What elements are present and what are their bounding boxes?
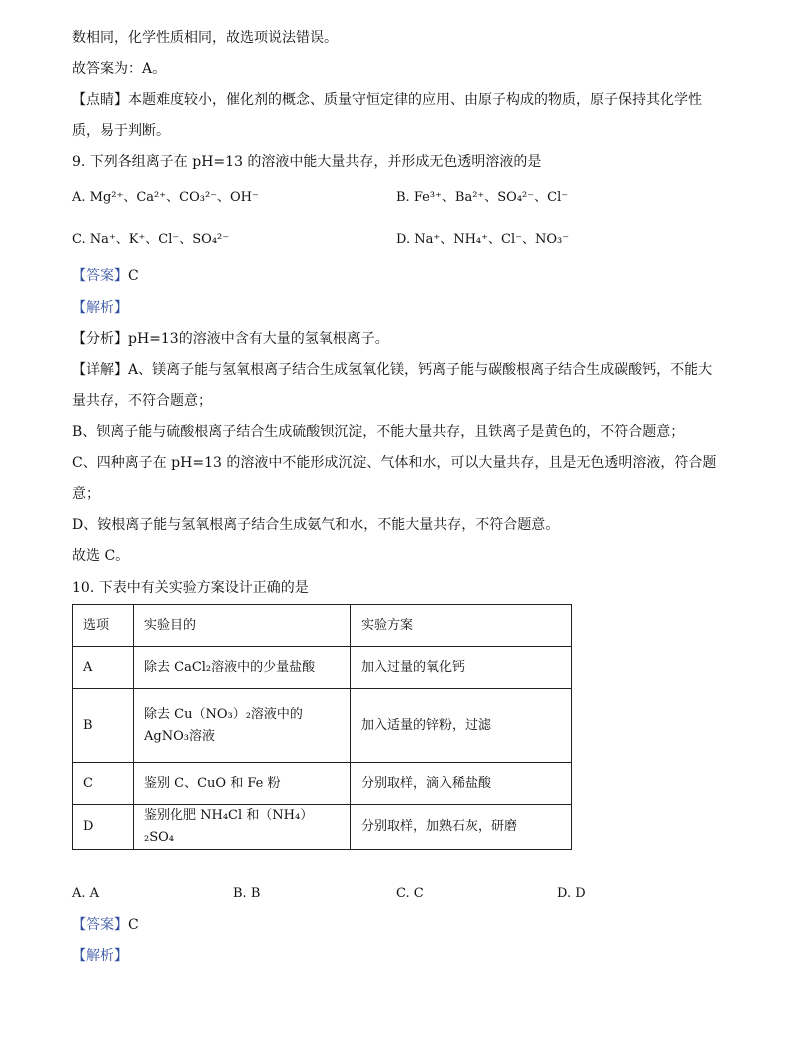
table-cell: B (73, 689, 134, 763)
jiexi-tag: 【解析】 (72, 948, 128, 964)
q9-option-a: A. Mg²⁺、Ca²⁺、CO₃²⁻、OH⁻ (72, 190, 259, 205)
answer-10-line (72, 915, 139, 935)
explain-c-line: C、四种离子在 pH=13 的溶液中不能形成沉淀、气体和水，可以大量共存，且是无色透明溶液，符合题 (72, 455, 717, 471)
answer-value: C (128, 917, 139, 933)
answer-9-line (72, 266, 139, 286)
q9-option-b: B. Fe³⁺、Ba²⁺、SO₄²⁻、Cl⁻ (396, 190, 569, 205)
table-header-row (73, 605, 572, 647)
answer-line: 故答案为：A。 (72, 61, 167, 77)
answer-tag: 【答案】 (72, 917, 128, 933)
answer-value: C (128, 268, 139, 284)
table-header-cell: 选项 (73, 605, 134, 647)
q9-option-d: D. Na⁺、NH₄⁺、Cl⁻、NO₃⁻ (396, 232, 570, 247)
conclusion-line: 故选 C。 (72, 548, 130, 564)
experiment-table (72, 604, 572, 850)
table-cell: 分别取样，滴入稀盐酸 (351, 763, 572, 805)
explain-c-line: 意； (72, 486, 100, 502)
table-cell: A (73, 647, 134, 689)
answer-tag: 【答案】 (72, 268, 128, 284)
question-9: 9. 下列各组离子在 pH=13 的溶液中能大量共存，并形成无色透明溶液的是 (72, 154, 542, 170)
xiangjie-line: 【详解】A、镁离子能与氢氧根离子结合生成氢氧化镁，钙离子能与碳酸根离子结合生成碳酸钙，不能大 (72, 362, 713, 378)
table-row (73, 647, 572, 689)
table-cell: 除去 Cu（NO₃）₂溶液中的 AgNO₃溶液 (134, 689, 351, 763)
explain-b-line: B、钡离子能与硫酸根离子结合生成硫酸钡沉淀，不能大量共存，且铁离子是黄色的，不符合题意； (72, 424, 685, 440)
q10-option-c: C. C (396, 886, 424, 901)
q9-option-c: C. Na⁺、K⁺、Cl⁻、SO₄²⁻ (72, 232, 230, 247)
table-cell: C (73, 763, 134, 805)
table-header-cell: 实验方案 (351, 605, 572, 647)
jiexi-tag: 【解析】 (72, 300, 128, 316)
question-10: 10. 下表中有关实验方案设计正确的是 (72, 580, 309, 596)
dianjing-line: 【点睛】本题难度较小，催化剂的概念、质量守恒定律的应用、由原子构成的物质，原子保持其化学性 (72, 92, 702, 108)
fenxi-line: 【分析】pH=13的溶液中含有大量的氢氧根离子。 (72, 331, 389, 347)
table-cell: 鉴别 C、CuO 和 Fe 粉 (134, 763, 351, 805)
explain-d-line: D、铵根离子能与氢氧根离子结合生成氨气和水，不能大量共存，不符合题意。 (72, 517, 560, 533)
table-cell: D (73, 805, 134, 850)
text-line: 数相同，化学性质相同，故选项说法错误。 (72, 30, 338, 46)
q10-option-d: D. D (557, 886, 586, 901)
table-cell: 加入适量的锌粉，过滤 (351, 689, 572, 763)
table-cell: 鉴别化肥 NH₄Cl 和（NH₄）₂SO₄ (134, 805, 351, 850)
q10-option-b: B. B (233, 886, 261, 901)
table-row (73, 763, 572, 805)
table-header-cell: 实验目的 (134, 605, 351, 647)
text-line: 质，易于判断。 (72, 123, 170, 139)
q10-option-a: A. A (72, 886, 100, 901)
table-row (73, 805, 572, 850)
table-cell: 分别取样，加熟石灰，研磨 (351, 805, 572, 850)
table-row (73, 689, 572, 763)
table-cell: 加入过量的氧化钙 (351, 647, 572, 689)
table-cell: 除去 CaCl₂溶液中的少量盐酸 (134, 647, 351, 689)
xiangjie-line: 量共存，不符合题意； (72, 393, 212, 409)
